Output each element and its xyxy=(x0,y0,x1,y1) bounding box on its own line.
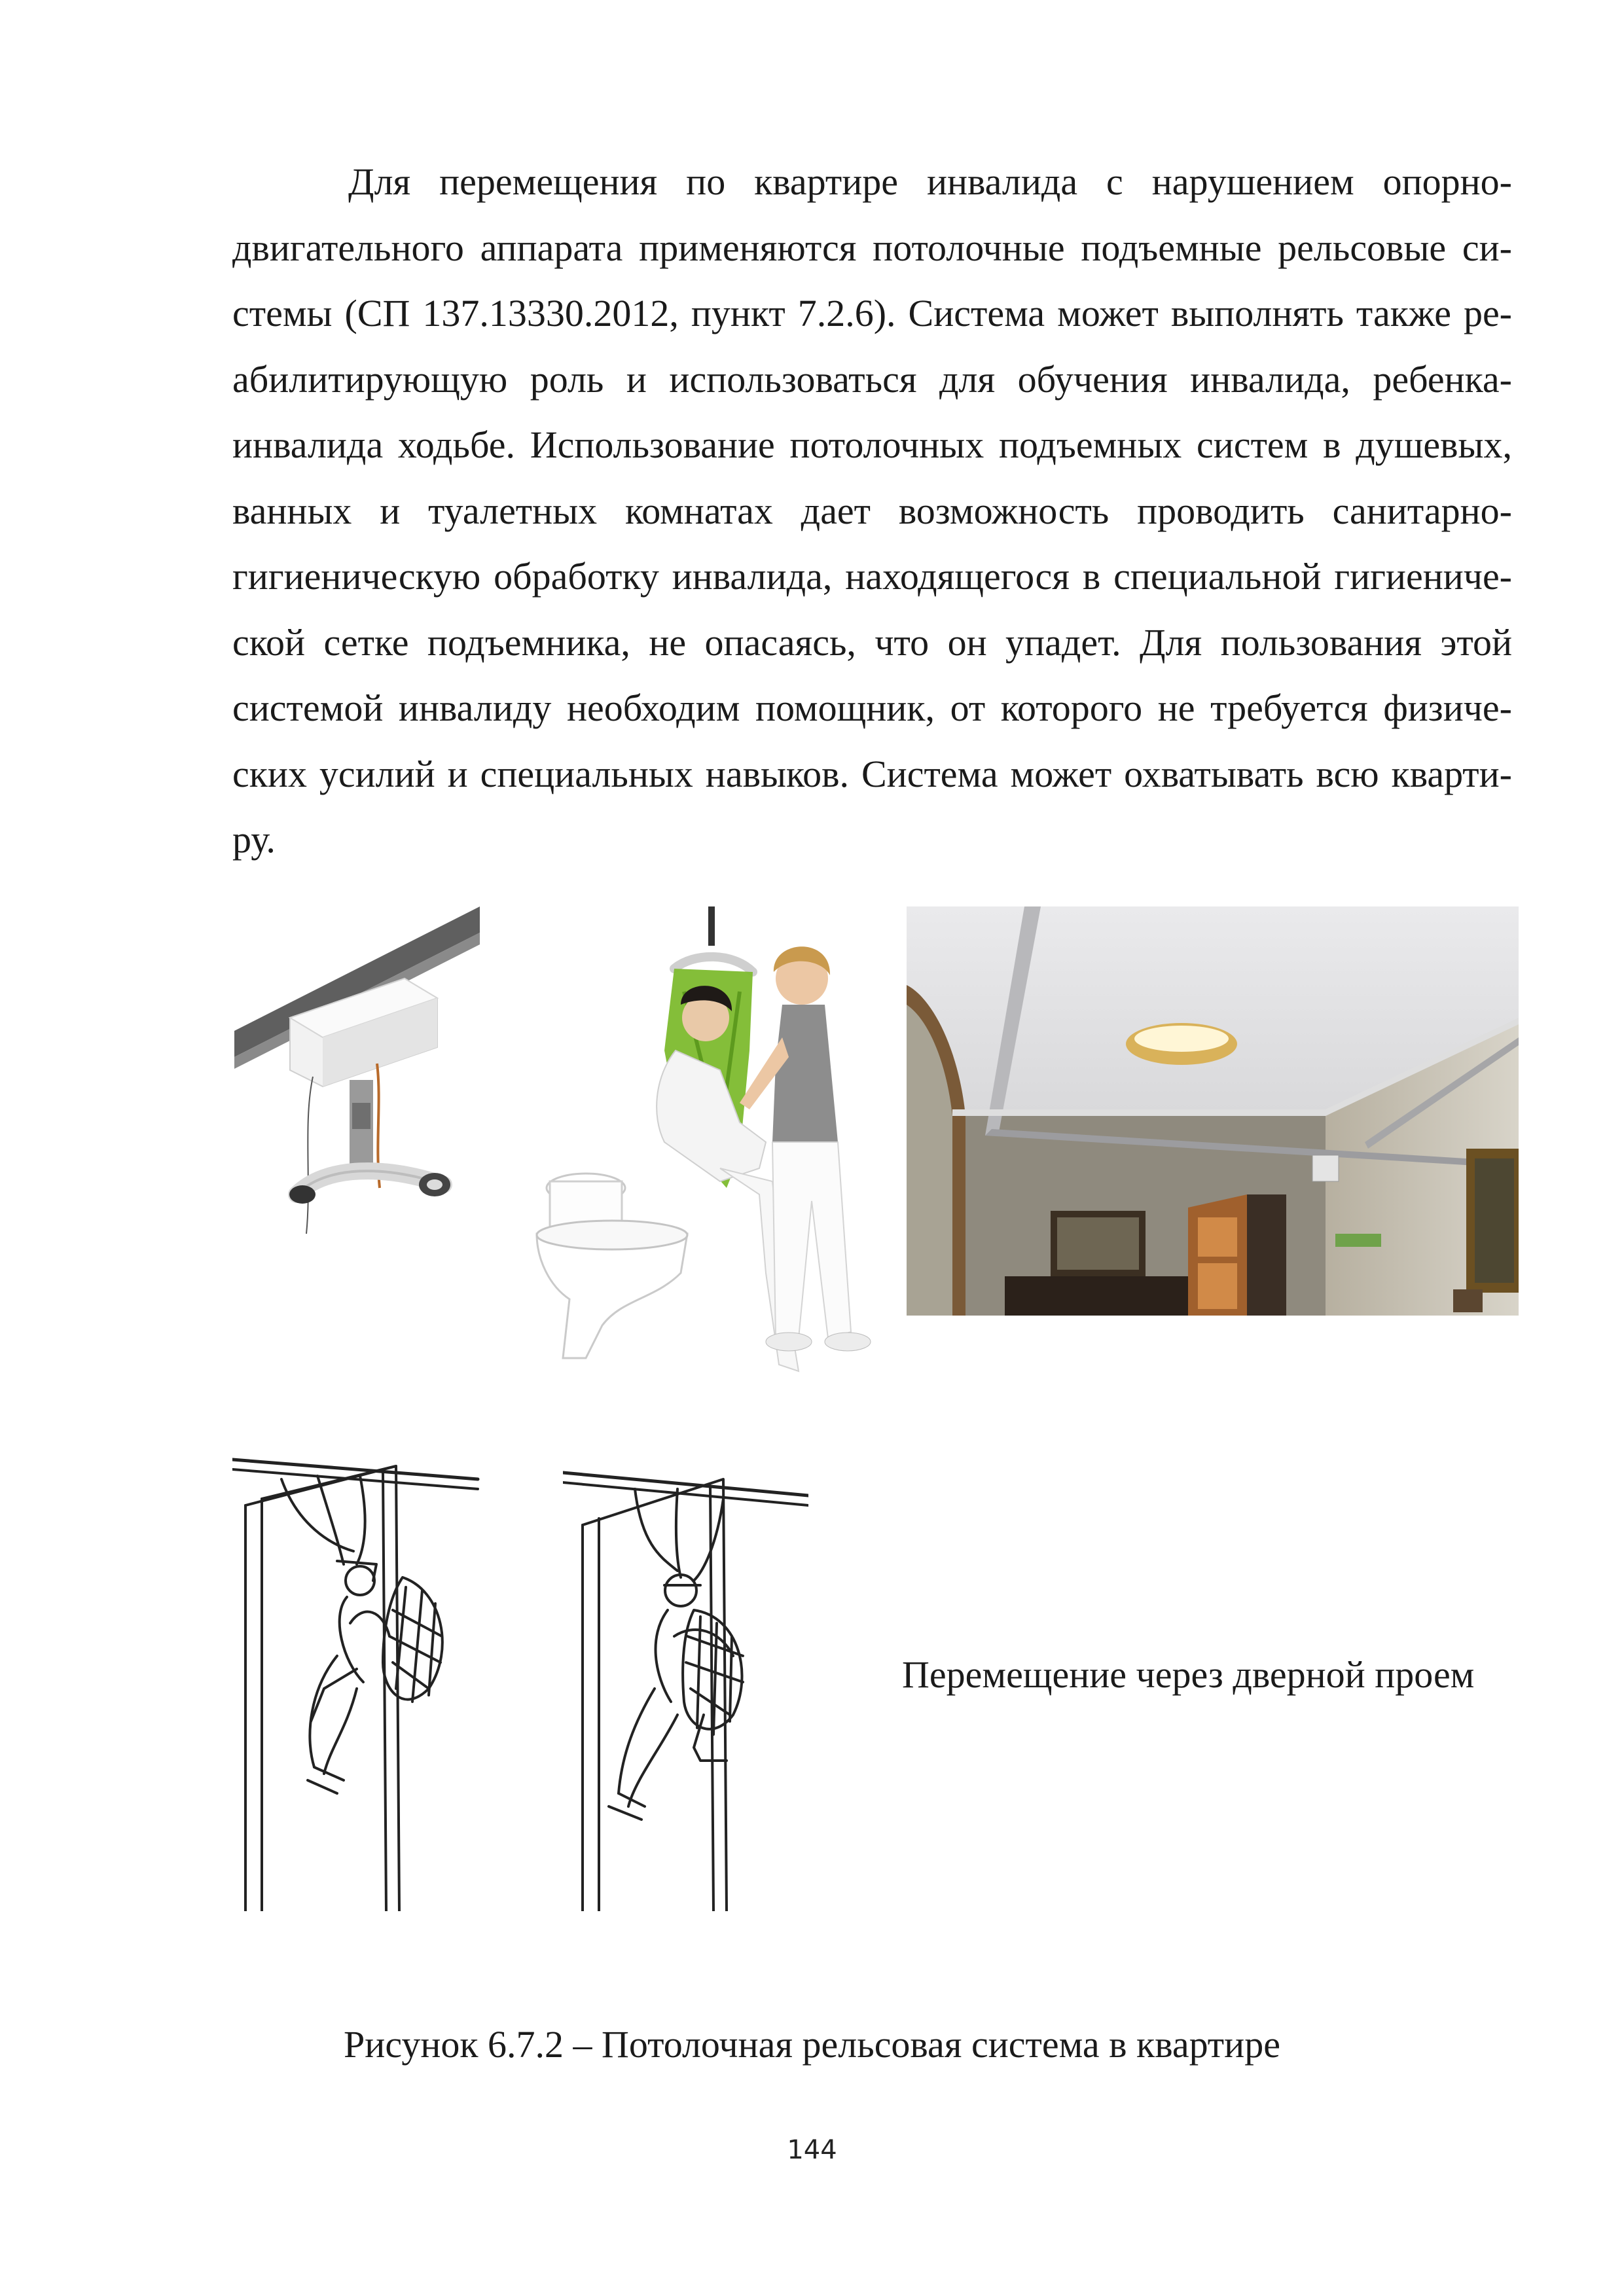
body-line: ванных и туалетных комнатах дает возможность проводить санитарно- xyxy=(232,489,1512,532)
body-paragraph xyxy=(232,149,1512,873)
body-line: системой инвалиду необходим помощник, от которого не требуется физиче- xyxy=(232,687,1512,729)
figure-caption: Рисунок 6.7.2 – Потолочная рельсовая система в квартире xyxy=(344,2023,1280,2066)
body-line: стемы (СП 137.13330.2012, пункт 7.2.6). Система может выполнять также ре- xyxy=(232,292,1512,334)
doorway-transfer-sketch-1 xyxy=(232,1440,481,1911)
body-line: ской сетке подъемника, не опасаясь, что он упадет. Для пользования этой xyxy=(232,620,1512,664)
body-line: ских усилий и специальных навыков. Система может охватывать всю кварти- xyxy=(232,752,1512,795)
ceiling-lift-motor-image xyxy=(234,906,480,1280)
sling-lift-toilet-image xyxy=(524,906,877,1397)
body-line: абилитирующую роль и использоваться для обучения инвалида, ребенка- xyxy=(232,357,1512,401)
body-line: ру. xyxy=(232,818,276,861)
doorway-transfer-sketch-2 xyxy=(563,1440,808,1911)
body-line: Для перемещения по квартире инвалида с нарушением опорно- xyxy=(348,160,1512,203)
page-number: 144 xyxy=(787,2135,837,2165)
body-line: гигиеническую обработку инвалида, находящегося в специальной гигиениче- xyxy=(232,555,1512,598)
body-line: двигательного аппарата применяются потолочные подъемные рельсовые си- xyxy=(232,226,1512,269)
doorway-caption: Перемещение через дверной проем xyxy=(902,1653,1475,1696)
body-line: инвалида ходьбе. Использование потолочных подъемных систем в душевых, xyxy=(232,423,1512,466)
room-ceiling-rail-photo xyxy=(907,906,1519,1316)
